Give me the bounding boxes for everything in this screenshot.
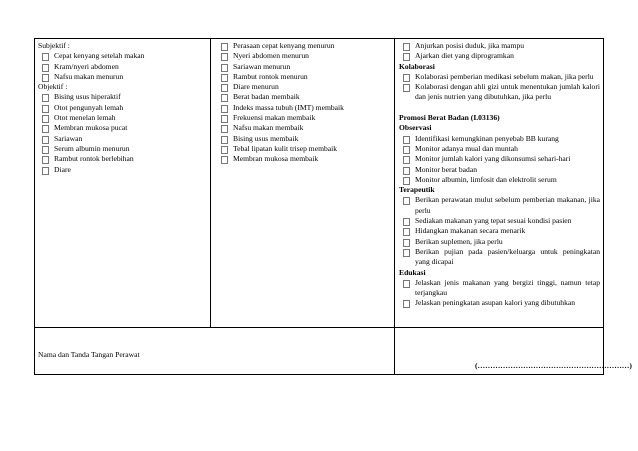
signature-label-cell [35, 328, 395, 374]
list-item: Monitor adanya mual dan muntah [399, 144, 600, 154]
list-item: Bising usus membaik [217, 134, 391, 144]
checkbox-icon [221, 43, 228, 51]
list-item: Nafsu makan menurun [38, 72, 207, 82]
checkbox-icon [221, 125, 228, 133]
care-plan-row [35, 39, 603, 328]
list-item: Rambut rontok berlebihan [38, 154, 207, 164]
checkbox-icon [42, 94, 49, 102]
list-item: Indeks massa tubuh (IMT) membaik [217, 103, 391, 113]
list-item: Ajarkan diet yang diprogramkan [399, 51, 600, 61]
checkbox-icon [403, 228, 410, 236]
checkbox-icon [403, 74, 410, 82]
list-item: Frekuensi makan membaik [217, 113, 391, 123]
list-item: Anjurkan posisi duduk, jika mampu [399, 41, 600, 51]
list-item: Berikan suplemen, jika perlu [399, 237, 600, 247]
list-item: Hidangkan makanan secara menarik [399, 226, 600, 236]
list-item: Monitor albumin, limfosit dan elektrolit serum [399, 175, 600, 185]
list-item: Serum albumin menurun [38, 144, 207, 154]
checkbox-icon [42, 136, 49, 144]
checkbox-icon [42, 146, 49, 154]
checkbox-icon [403, 136, 410, 144]
list-item: Kram/nyeri abdomen [38, 62, 207, 72]
list-item: Sediakan makanan yang tepat sesuai kondisi pasien [399, 216, 600, 226]
list-item: Perasaan cepat kenyang menurun [217, 41, 391, 51]
spacer [399, 103, 600, 113]
checkbox-icon [221, 94, 228, 102]
checkbox-icon [403, 300, 410, 308]
checkbox-icon [42, 156, 49, 164]
signature-row [35, 328, 632, 374]
list-item: Kolaborasi dengan ahli gizi untuk menentukan jumlah kalori dan jenis nutrien yang dibutuhkan, jika perlu [399, 82, 600, 103]
promosi-title: Promosi Berat Badan (I.03136) [399, 113, 500, 123]
list-item: Kolaborasi pemberian medikasi sebelum makan, jika perlu [399, 72, 600, 82]
objective-title: Objektif : [38, 82, 68, 92]
checkbox-icon [221, 156, 228, 164]
edukasi-title: Edukasi [399, 267, 426, 277]
signature-cell [395, 328, 632, 374]
checkbox-icon [42, 115, 49, 123]
checkbox-icon [221, 136, 228, 144]
list-item: Bising usus hiperaktif [38, 92, 207, 102]
list-item: Identifikasi kemungkinan penyebab BB kurang [399, 134, 600, 144]
checkbox-icon [42, 125, 49, 133]
list-item: Membran mukosa pucat [38, 123, 207, 133]
checkbox-icon [42, 167, 49, 175]
checkbox-icon [42, 53, 49, 61]
signature-label: Nama dan Tanda Tangan Perawat [38, 350, 140, 359]
list-item: Rambut rontok menurun [217, 72, 391, 82]
list-item: Nyeri abdomen menurun [217, 51, 391, 61]
intervention-column [395, 39, 603, 327]
checkbox-icon [403, 197, 410, 205]
list-item: Sariawan [38, 134, 207, 144]
outcome-column [211, 39, 395, 327]
signature-line: (……………………………………………………) [475, 361, 632, 370]
checkbox-icon [221, 146, 228, 154]
list-item: Diare menurun [217, 82, 391, 92]
checkbox-icon [221, 74, 228, 82]
list-item: Diare [38, 165, 207, 175]
checkbox-icon [403, 167, 410, 175]
checkbox-icon [403, 156, 410, 164]
checkbox-icon [403, 218, 410, 226]
checkbox-icon [403, 146, 410, 154]
subjective-title: Subjektif : [38, 41, 70, 50]
checkbox-icon [42, 105, 49, 113]
list-item: Berikan perawatan mulut sebelum pemberian makanan, jika perlu [399, 195, 600, 216]
observasi-title: Observasi [399, 123, 432, 133]
terapeutik-title: Terapeutik [399, 185, 435, 195]
checkbox-icon [403, 280, 410, 288]
list-item: Monitor berat badan [399, 165, 600, 175]
care-plan-table [34, 38, 632, 375]
checkbox-icon [403, 177, 410, 185]
checkbox-icon [221, 64, 228, 72]
checkbox-icon [221, 53, 228, 61]
list-item: Sariawan menurun [217, 62, 391, 72]
checkbox-icon [403, 43, 410, 51]
checkbox-icon [42, 74, 49, 82]
checkbox-icon [403, 249, 410, 257]
list-item: Tebal lipatan kulit trisep membaik [217, 144, 391, 154]
list-item: Jelaskan jenis makanan yang bergizi tinggi, namun tetap terjangkau [399, 278, 600, 299]
list-item: Otot pengunyah lemah [38, 103, 207, 113]
list-item: Berikan pujian pada pasien/keluarga untuk peningkatan yang dicapai [399, 247, 600, 268]
list-item: Berat badan membaik [217, 92, 391, 102]
checkbox-icon [42, 64, 49, 72]
checkbox-icon [403, 239, 410, 247]
list-item: Membran mukosa membaik [217, 154, 391, 164]
checkbox-icon [403, 84, 410, 92]
list-item: Cepat kenyang setelah makan [38, 51, 207, 61]
checkbox-icon [403, 53, 410, 61]
list-item: Monitor jumlah kalori yang dikonsumsi sehari-hari [399, 154, 600, 164]
list-item: Nafsu makan membaik [217, 123, 391, 133]
list-item: Jelaskan peningkatan asupan kalori yang dibutuhkan [399, 298, 600, 308]
checkbox-icon [221, 84, 228, 92]
diagnosis-column [35, 39, 211, 327]
list-item: Otot menelan lemah [38, 113, 207, 123]
kolaborasi-title: Kolaborasi [399, 61, 435, 71]
checkbox-icon [221, 115, 228, 123]
checkbox-icon [221, 105, 228, 113]
